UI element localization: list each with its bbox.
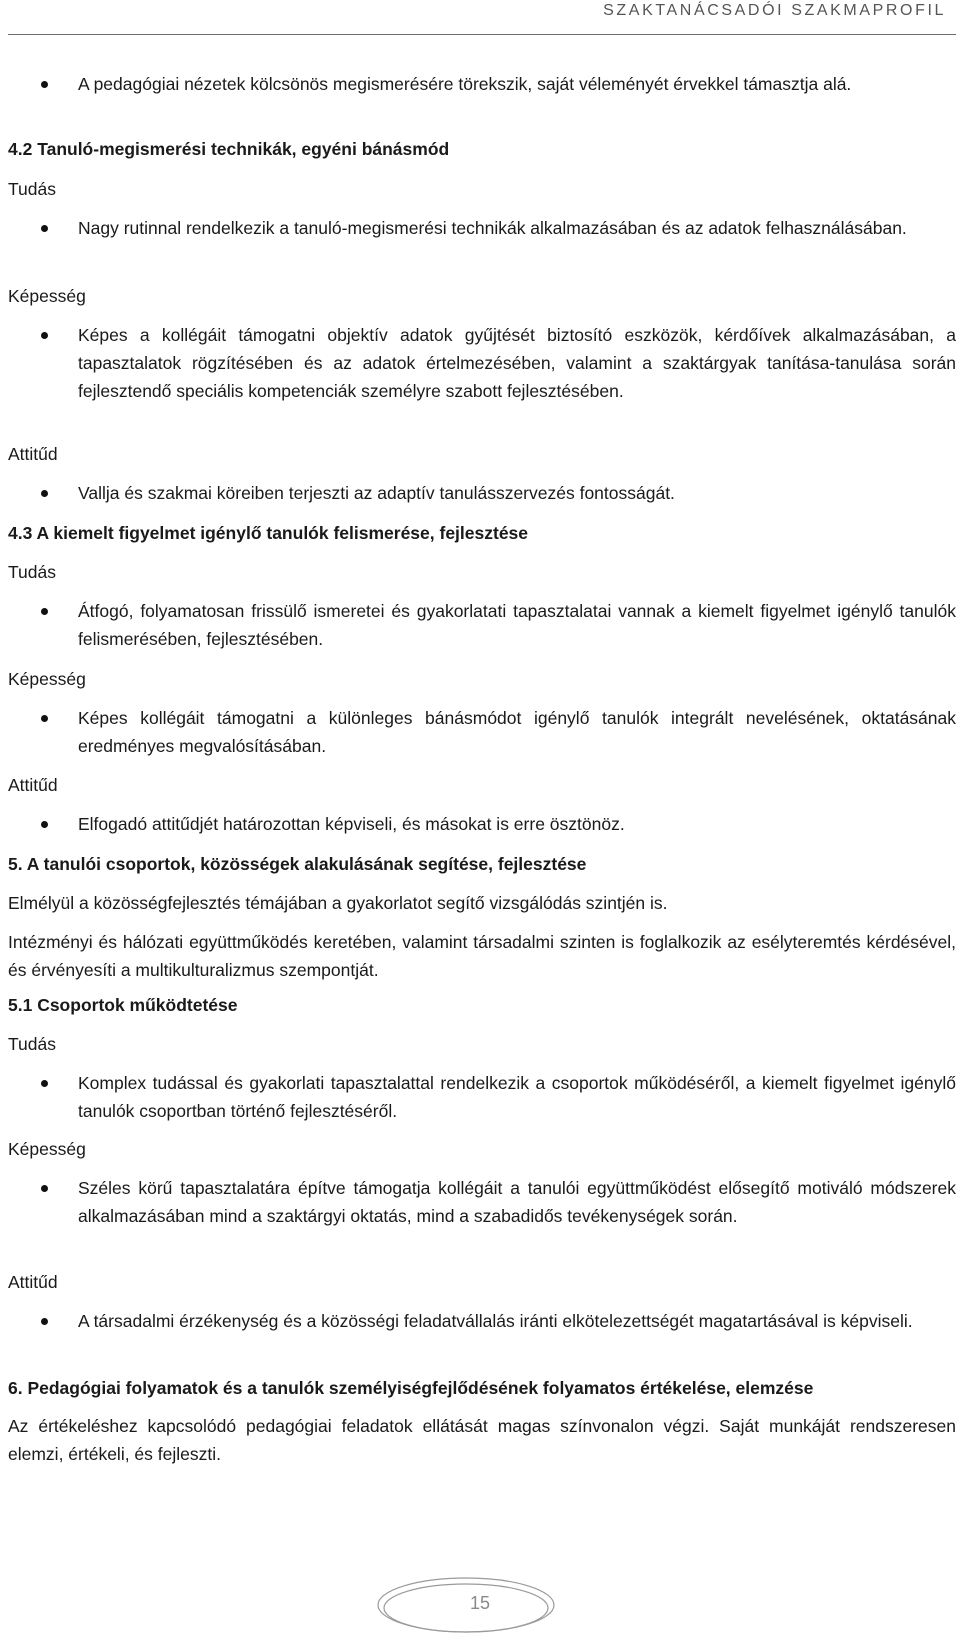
subheading-tudas: Tudás — [8, 179, 56, 199]
subheading-tudas: Tudás — [8, 562, 56, 582]
subheading-attitud: Attitűd — [8, 775, 58, 795]
bullet-item — [8, 704, 956, 760]
paragraph: Az értékeléshez kapcsolódó pedagógiai feladatok ellátását magas színvonalon végzi. Saját munkáját rendszeresen elemzi, értékeli, és fejleszti. — [8, 1416, 956, 1464]
subheading-attitud: Attitűd — [8, 1272, 58, 1292]
section-heading-5: 5. A tanulói csoportok, közösségek alakulásának segítése, fejlesztése — [8, 854, 587, 874]
section-heading-4-3: 4.3 A kiemelt figyelmet igénylő tanulók felismerése, fejlesztése — [8, 523, 529, 543]
page-footer — [0, 1575, 960, 1641]
section-heading-6: 6. Pedagógiai folyamatok és a tanulók személyiségfejlődésének folyamatos értékelése, elemzése — [8, 1378, 814, 1398]
bullet-text: Széles körű tapasztalatára építve támogatja kollégáit a tanulói együttműködést elősegítő motiváló módszerek alkalmazásában mind a szaktárgyi oktatás, mind a szabadidős tevékenységek során. — [78, 1178, 956, 1226]
bullet-item — [8, 597, 956, 653]
bullet-text: A társadalmi érzékenység és a közösségi feladatvállalás iránti elkötelezettségét magatartásával is képviseli. — [78, 1311, 913, 1331]
paragraph: Elmélyül a közösségfejlesztés témájában a gyakorlatot segítő vizsgálódás szintjén is. — [8, 893, 668, 913]
paragraph: Intézményi és hálózati együttműködés keretében, valamint társadalmi szinten is foglalkozik az esélyteremtés kérdésével, és érvényesíti a multikulturalizmus szempontját. — [8, 932, 956, 980]
bullet-icon — [41, 1080, 48, 1087]
section-heading-5-1: 5.1 Csoportok működtetése — [8, 995, 238, 1015]
bullet-icon — [41, 81, 48, 88]
bullet-item — [8, 810, 956, 838]
bullet-item — [8, 1307, 956, 1335]
header-rule — [8, 34, 956, 35]
bullet-icon — [41, 1185, 48, 1192]
subheading-attitud: Attitűd — [8, 444, 58, 464]
subheading-kepesseg: Képesség — [8, 1139, 86, 1159]
bullet-item — [8, 214, 956, 242]
subheading-tudas: Tudás — [8, 1034, 56, 1054]
bullet-text: Vallja és szakmai köreiben terjeszti az adaptív tanulásszervezés fontosságát. — [78, 483, 675, 503]
bullet-icon — [41, 490, 48, 497]
bullet-item — [8, 70, 956, 98]
bullet-icon — [41, 1318, 48, 1325]
bullet-icon — [41, 821, 48, 828]
bullet-text: Elfogadó attitűdjét határozottan képviseli, és másokat is erre ösztönöz. — [78, 814, 625, 834]
subheading-kepesseg: Képesség — [8, 286, 86, 306]
bullet-text: Átfogó, folyamatosan frissülő ismeretei és gyakorlatati tapasztalatai vannak a kiemelt figyelmet igénylő tanulók felismerésében, fejlesztésében. — [78, 601, 956, 649]
bullet-text: Komplex tudással és gyakorlati tapasztalattal rendelkezik a csoportok működéséről, a kiemelt figyelmet igénylő tanulók csoportban történő fejlesztéséről. — [78, 1073, 956, 1121]
bullet-text: A pedagógiai nézetek kölcsönös megismerésére törekszik, saját véleményét érvekkel támasztja alá. — [78, 74, 852, 94]
bullet-icon — [41, 715, 48, 722]
bullet-item — [8, 479, 956, 507]
bullet-icon — [41, 608, 48, 615]
running-header: SZAKTANÁCSADÓI SZAKMAPROFIL — [603, 2, 946, 19]
bullet-text: Képes a kollégáit támogatni objektív adatok gyűjtését biztosító eszközök, kérdőívek alkalmazásában, a tapasztalatok rögzítésében és az adatok értelmezésében, valamint a szaktárgyak tanítása-tanulása során fejlesztendő speciális kompetenciák személyre szabott fejlesztésében. — [78, 325, 956, 401]
bullet-item — [8, 321, 956, 405]
bullet-icon — [41, 332, 48, 339]
bullet-text: Képes kollégáit támogatni a különleges bánásmódot igénylő tanulók integrált nevelésének, oktatásának eredményes megvalósításában. — [78, 708, 956, 756]
bullet-icon — [41, 225, 48, 232]
bullet-item — [8, 1069, 956, 1125]
section-heading-4-2: 4.2 Tanuló-megismerési technikák, egyéni bánásmód — [8, 139, 450, 159]
bullet-text: Nagy rutinnal rendelkezik a tanuló-megismerési technikák alkalmazásában és az adatok felhasználásában. — [78, 218, 907, 238]
bullet-item — [8, 1174, 956, 1230]
page-number: 15 — [469, 1593, 491, 1613]
subheading-kepesseg: Képesség — [8, 669, 86, 689]
